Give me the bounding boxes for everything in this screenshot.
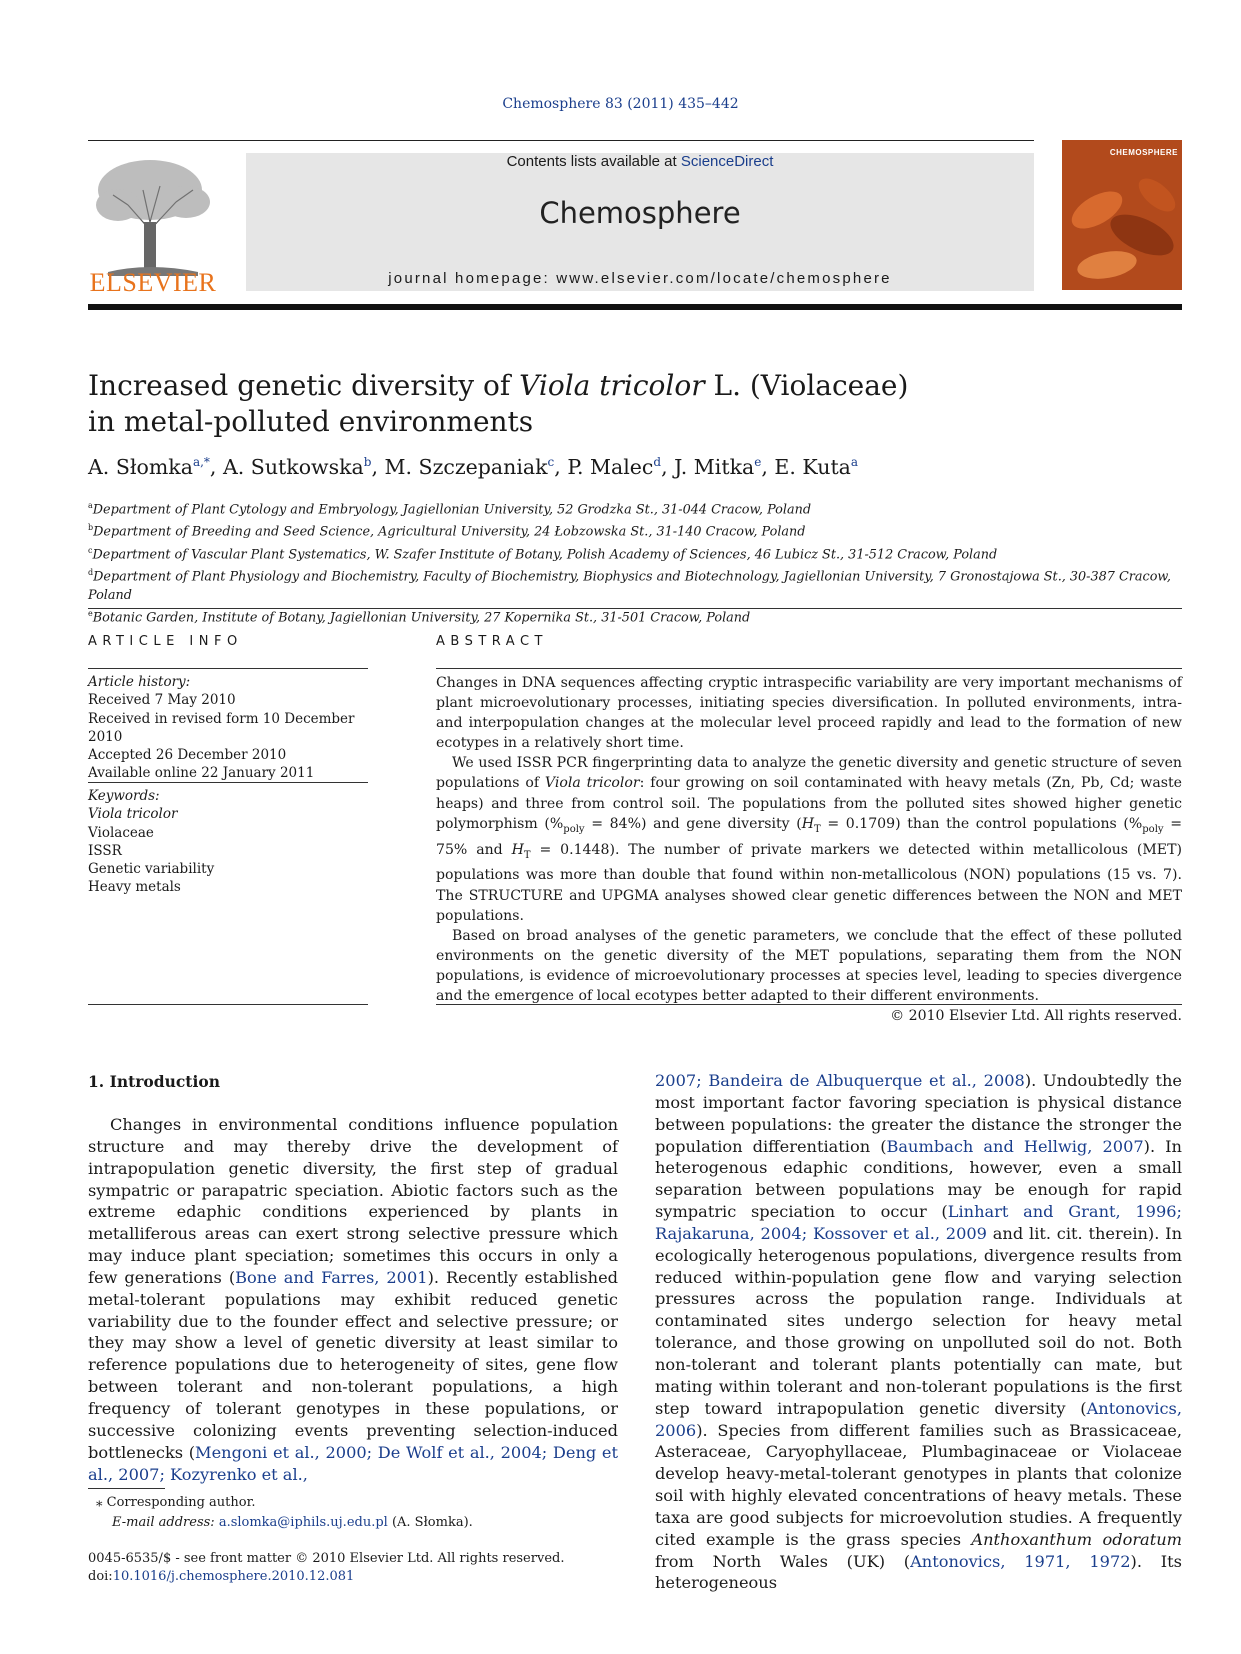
reference-link[interactable]: Bone and Farres, 2001	[235, 1267, 428, 1287]
affiliation-marker: d	[88, 568, 94, 578]
history-item: Received 7 May 2010	[88, 692, 236, 709]
email-suffix: (A. Słomka).	[387, 1515, 473, 1530]
corresponding-author-note: Corresponding author.	[102, 1495, 256, 1510]
body-paragraph: Changes in environmental conditions influence population structure and may thereby drive the development of intrapopulation genetic diversity, the first step of gradual sympatric or parapatric speciation. Abiotic factors such as the extreme edaphic conditions experienced by plants in metalliferous areas can exert strong selective pressure which may induce plant speciation; sometimes this occurs in only a few generations (Bone and Farres, 2001). Recently established metal-tolerant populations may exhibit reduced genetic variability due to the founder effect and selective pressure; or they may show a level of genetic diversity at least similar to reference populations due to heterogeneity of sites, gene flow between tolerant and non-tolerant populations, a high frequency of tolerant genotypes in these populations, or successive colonizing events preventing selection-induced bottlenecks (Mengoni et al., 2000; De Wolf et al., 2004; Deng et al., 2007; Kozyrenko et al.,	[88, 1115, 619, 1484]
abstract-body	[436, 673, 1182, 1026]
affiliation-text: Botanic Garden, Institute of Botany, Jagiellonian University, 27 Kopernika St., 31-501 Cracow, Poland	[92, 610, 751, 626]
author[interactable]: J. Mitka	[674, 455, 755, 479]
front-matter-note	[88, 1550, 648, 1586]
author[interactable]: M. Szczepaniak	[384, 455, 548, 479]
reference-link[interactable]: Antonovics, 2006	[655, 1398, 1182, 1440]
author[interactable]: P. Malec	[567, 455, 654, 479]
elsevier-wordmark: ELSEVIER	[89, 268, 217, 297]
author[interactable]: E. Kuta	[774, 455, 851, 479]
abstract-heading: ABSTRACT	[436, 634, 548, 649]
keywords-rule	[88, 782, 368, 783]
article-info-heading: ARTICLE INFO	[88, 634, 243, 649]
abstract-rule	[436, 668, 1182, 669]
history-label: Article history:	[88, 674, 191, 690]
affiliation-marker: b	[88, 523, 94, 533]
keyword: Violaceae	[88, 824, 154, 841]
abstract-copyright: © 2010 Elsevier Ltd. All rights reserved.	[890, 1008, 1182, 1025]
header-thick-rule	[88, 304, 1182, 310]
title-text-2: L. (Violaceae)	[704, 369, 909, 402]
abstract-paragraph: Changes in DNA sequences affecting cryptic intraspecific variability are very important mechanisms of plant microevolutionary processes, initiating species diversification. In polluted environments, intra- and interpopulation changes at the molecular level proceed rapidly and lead to the formation of new ecotypes in a relatively short time.	[436, 675, 1182, 752]
reference-link[interactable]: Mengoni et al., 2000; De Wolf et al., 2004; Deng et al., 2007; Kozyrenko et al.,	[88, 1442, 618, 1484]
body-paragraph: 2007; Bandeira de Albuquerque et al., 2008). Undoubtedly the most important factor favoring speciation is physical distance between populations: the greater the distance the stronger the population differentiation (Baumbach and Hellwig, 2007). In heterogenous edaphic conditions, however, even a small separation between populations may be enough for rapid sympatric speciation to occur (Linhart and Grant, 1996; Rajakaruna, 2004; Kossover et al., 2009 and lit. cit. therein). In ecologically heterogenous populations, divergence results from reduced within-population gene flow and varying selection pressures across the population range. Individuals at contaminated sites undergo selection for heavy metal tolerance, and those growing on unpolluted soil do not. Both non-tolerant and tolerant plants potentially can mate, but mating within tolerant and non-tolerant populations is the first step toward intrapopulation genetic diversity (Antonovics, 2006). Species from different families such as Brassicaceae, Asteraceae, Caryophyllaceae, Plumbaginaceae or Violaceae develop heavy-metal-tolerant genotypes in plants that colonize soil with highly elevated concentrations of heavy metals. These taxa are good subjects for microevolution studies. A frequently cited example is the grass species Anthoxanthum odoratum from North Wales (UK) (Antonovics, 1971, 1972). Its heterogeneous	[655, 1071, 1183, 1593]
email-link[interactable]: a.slomka@iphils.uj.edu.pl	[218, 1515, 388, 1530]
affiliation-marker: c	[88, 545, 93, 555]
introduction-heading: 1. Introduction	[88, 1072, 220, 1091]
contents-prefix: Contents lists available at	[506, 153, 681, 170]
title-text-1: Increased genetic diversity of	[88, 369, 520, 402]
title-species: Viola tricolor	[519, 369, 705, 402]
reference-link[interactable]: Antonovics, 1971, 1972	[910, 1551, 1131, 1571]
affiliation-marker: e	[88, 609, 93, 619]
sciencedirect-link[interactable]: ScienceDirect	[680, 153, 774, 170]
title-text-3: in metal-polluted environments	[88, 405, 534, 438]
footnote	[88, 1493, 608, 1533]
author[interactable]: A. Słomka	[88, 455, 193, 479]
journal-cover-image[interactable]	[1062, 140, 1182, 290]
abstract-paragraph: Based on broad analyses of the genetic parameters, we conclude that the effect of these polluted environments on the genetic diversity of the MET populations, separating them from the NON populations, is evidence of microevolutionary processes at species level, leading to species divergence and the emergence of local ecotypes better adapted to their different environments.	[436, 927, 1182, 1005]
journal-citation[interactable]: Chemosphere 83 (2011) 435–442	[502, 96, 739, 112]
reference-link[interactable]: Linhart and Grant, 1996; Rajakaruna, 2004; Kossover et al., 2009	[655, 1202, 1183, 1243]
footnote-rule	[88, 1488, 165, 1489]
affiliation	[88, 564, 1188, 605]
history-item: Received in revised form 10 December 2010	[88, 710, 355, 745]
affiliation	[88, 519, 1188, 541]
affiliation-marker: a	[88, 501, 93, 510]
affiliation-text: Department of Plant Physiology and Biochemistry, Faculty of Biochemistry, Biophysics and Biotechnology, Jagiellonian University, 7 Gronostajowa St., 30-387 Cracow, Poland	[88, 569, 1171, 603]
journal-homepage[interactable]: journal homepage: www.elsevier.com/locate/chemosphere	[388, 270, 892, 287]
doi-label: doi:	[88, 1569, 113, 1584]
keywords	[88, 787, 378, 897]
email-label: E-mail address:	[112, 1515, 219, 1530]
affiliation-text: Department of Vascular Plant Systematics, W. Szafer Institute of Botany, Polish Academy of Sciences, 46 Lubicz St., 31-512 Cracow, Poland	[92, 547, 998, 563]
reference-link[interactable]: Baumbach and Hellwig, 2007	[886, 1136, 1144, 1156]
author-affiliation-marker[interactable]: d	[653, 455, 662, 469]
history-item: Available online 22 January 2011	[88, 765, 315, 782]
abstract-paragraph: We used ISSR PCR fingerprinting data to analyze the genetic diversity and genetic structure of seven populations of Viola tricolor: four growing on soil contaminated with heavy metals (Zn, Pb, Cd; waste heaps) and three from control soil. The populations from the polluted sites showed higher genetic polymorphism $(\%_{poly} = 84\%)$ and gene diversity $(H_T = 0.1709)$ than the control populations ($\%_{poly} = 75\%$ and $H_T = 0.1448$). The number of private markers we detected within metallicolous (MET) populations was more than double that found within non-metallicolous (NON) populations (15 vs. 7). The STRUCTURE and UPGMA analyses showed clear genetic differences between the NON and MET populations.	[436, 755, 1183, 924]
introduction-right-column	[655, 1070, 1182, 1594]
cover-title: CHEMOSPHERE	[1109, 148, 1178, 157]
author-affiliation-marker[interactable]: a	[850, 455, 859, 469]
journal-name: Chemosphere	[539, 196, 741, 230]
keyword: Genetic variability	[88, 861, 215, 878]
author-list: A. Słomka$^{a,*}$, A. Sutkowska$^b$, M. Szczepaniak$^c$, P. Malec$^d$, J. Mitka$^e$, E. Kuta$^a$	[88, 455, 859, 479]
footnote-marker: ⁎	[96, 1495, 103, 1510]
doi-link[interactable]: 10.1016/j.chemosphere.2010.12.081	[112, 1569, 355, 1584]
cover-leaves-graphic	[1062, 140, 1182, 290]
keyword: Heavy metals	[88, 879, 181, 896]
affiliation	[88, 497, 1188, 519]
affiliation	[88, 542, 1188, 564]
author-affiliation-marker[interactable]: e	[754, 455, 762, 469]
introduction-left-column	[88, 1114, 618, 1485]
article-info-bottom-rule	[88, 1004, 368, 1005]
author-affiliation-marker[interactable]: b	[363, 455, 372, 469]
affiliation-text: Department of Plant Cytology and Embryology, Jagiellonian University, 52 Grodzka St., 31-044 Cracow, Poland	[92, 502, 812, 518]
abstract-bottom-rule	[436, 1004, 1182, 1005]
reference-link[interactable]: 2007; Bandeira de Albuquerque et al., 2008	[655, 1071, 1025, 1090]
affiliation-text: Department of Breeding and Seed Science, Agricultural University, 24 Łobzowska St., 31-140 Cracow, Poland	[93, 524, 806, 540]
author-affiliation-marker[interactable]: a,*	[192, 455, 210, 469]
keywords-label: Keywords:	[88, 788, 160, 804]
issn-line: 0045-6535/$ - see front matter © 2010 Elsevier Ltd. All rights reserved.	[88, 1551, 565, 1566]
author[interactable]: A. Sutkowska	[222, 455, 364, 479]
contents-line	[246, 153, 1034, 170]
article-title	[88, 368, 1088, 440]
keyword: Viola tricolor	[88, 806, 178, 823]
keyword: ISSR	[88, 842, 122, 859]
header-rule	[88, 140, 1034, 141]
history-item: Accepted 26 December 2010	[88, 747, 287, 764]
author-affiliation-marker[interactable]: c	[547, 455, 555, 469]
article-history	[88, 673, 378, 783]
section-rule	[88, 608, 1182, 609]
article-info-rule	[88, 668, 368, 669]
